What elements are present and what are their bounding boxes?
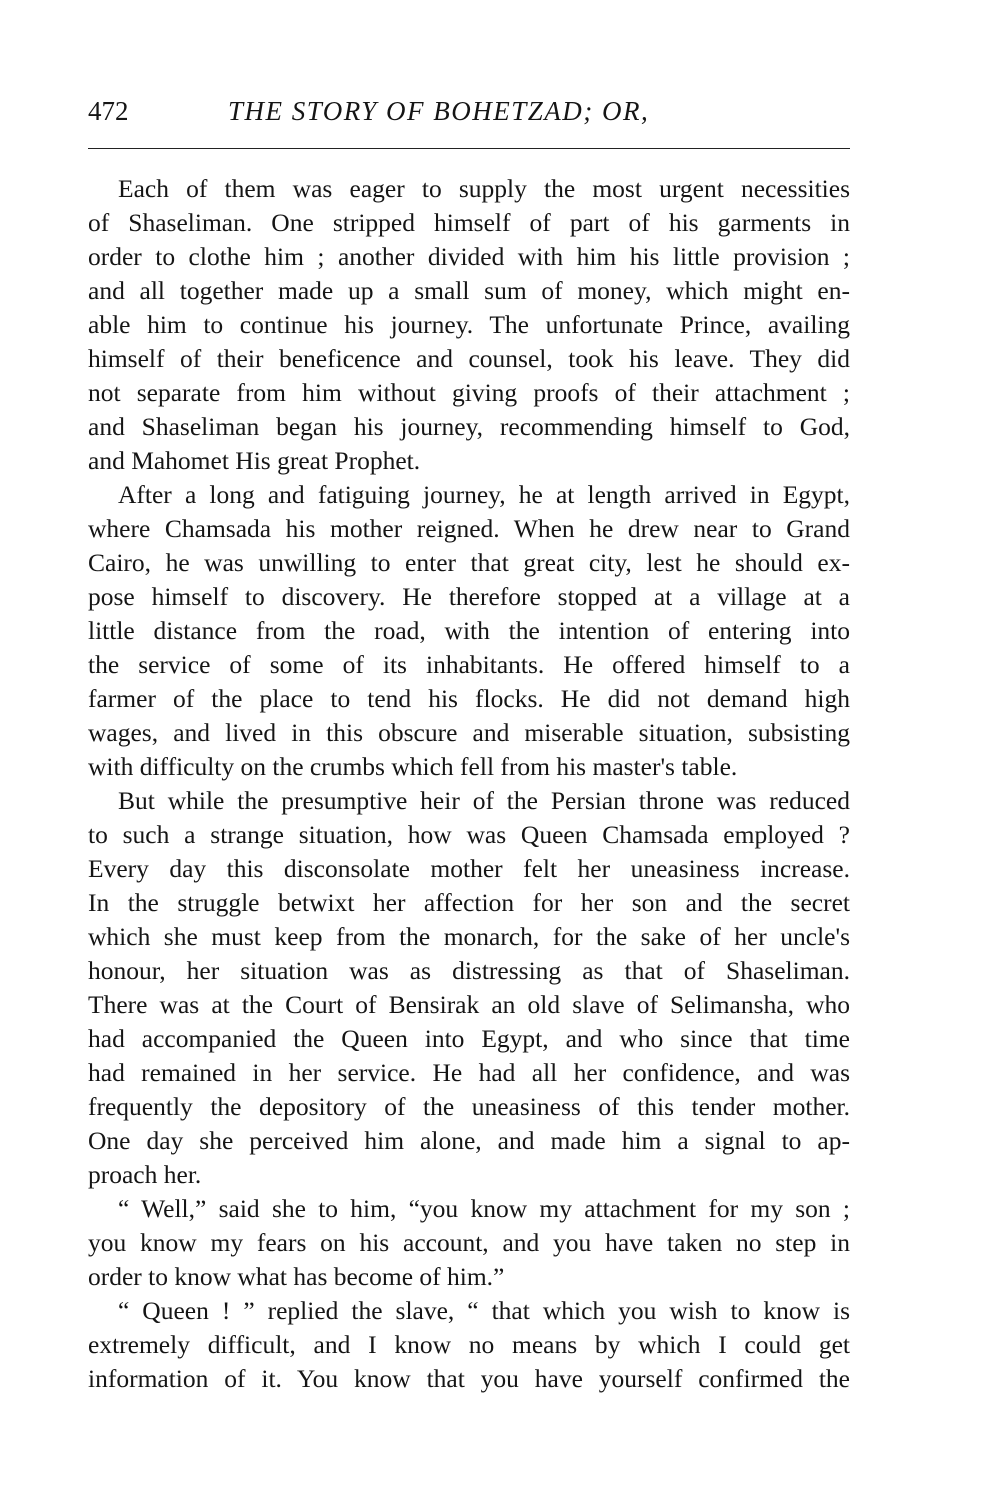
- text-line: little distance from the road, with the intention of entering into: [88, 616, 850, 645]
- text-line: not separate from him without giving proofs of their attachment ;: [88, 378, 850, 407]
- text-line: One day she perceived him alone, and made him a signal to ap-: [88, 1126, 850, 1155]
- paragraph: [88, 1192, 850, 1294]
- text-line: “ Well,” said she to him, “you know my attachment for my son ;: [118, 1194, 850, 1223]
- text-line: Every day this disconsolate mother felt her uneasiness increase.: [88, 854, 850, 883]
- text-line: of Shaseliman. One stripped himself of part of his garments in: [88, 208, 850, 237]
- text-line: able him to continue his journey. The unfortunate Prince, availing: [88, 310, 850, 339]
- running-title: THE STORY OF BOHETZAD; OR,: [228, 96, 650, 126]
- paragraph: [88, 784, 850, 1192]
- text-line: information of it. You know that you have yourself confirmed the: [88, 1364, 850, 1393]
- text-line: Each of them was eager to supply the most urgent necessities: [118, 174, 850, 203]
- text-line: But while the presumptive heir of the Persian throne was reduced: [118, 786, 850, 815]
- paragraph: [88, 172, 850, 478]
- text-line: to such a strange situation, how was Queen Chamsada employed ?: [88, 820, 850, 849]
- text-line: himself of their beneficence and counsel, took his leave. They did: [88, 344, 850, 373]
- text-line: order to clothe him ; another divided with him his little provision ;: [88, 242, 850, 271]
- text-line: and Shaseliman began his journey, recommending himself to God,: [88, 412, 850, 441]
- text-line: wages, and lived in this obscure and miserable situation, subsisting: [88, 718, 850, 747]
- header-rule: [88, 148, 850, 149]
- text-line: which she must keep from the monarch, for the sake of her uncle's: [88, 922, 850, 951]
- text-line: and all together made up a small sum of money, which might en-: [88, 276, 850, 305]
- paragraph: [88, 478, 850, 784]
- body-text: [88, 172, 850, 1396]
- text-line: There was at the Court of Bensirak an old slave of Selimansha, who: [88, 990, 850, 1019]
- text-line: where Chamsada his mother reigned. When he drew near to Grand: [88, 514, 850, 543]
- text-line: had accompanied the Queen into Egypt, and who since that time: [88, 1024, 850, 1053]
- text-line: and Mahomet His great Prophet.: [88, 446, 421, 475]
- text-line: frequently the depository of the uneasiness of this tender mother.: [88, 1092, 850, 1121]
- text-line: farmer of the place to tend his flocks. He did not demand high: [88, 684, 850, 713]
- text-line: extremely difficult, and I know no means by which I could get: [88, 1330, 850, 1359]
- text-line: Cairo, he was unwilling to enter that great city, lest he should ex-: [88, 548, 850, 577]
- text-line: you know my fears on his account, and you have taken no step in: [88, 1228, 850, 1257]
- text-line: with difficulty on the crumbs which fell from his master's table.: [88, 752, 738, 781]
- text-line: “ Queen ! ” replied the slave, “ that which you wish to know is: [118, 1296, 850, 1325]
- text-line: order to know what has become of him.”: [88, 1262, 505, 1291]
- paragraph: [88, 1294, 850, 1396]
- text-line: proach her.: [88, 1160, 202, 1189]
- running-header: [88, 96, 850, 132]
- text-line: had remained in her service. He had all her confidence, and was: [88, 1058, 850, 1087]
- page-number: 472: [88, 96, 129, 126]
- text-line: In the struggle betwixt her affection for her son and the secret: [88, 888, 850, 917]
- text-line: After a long and fatiguing journey, he at length arrived in Egypt,: [118, 480, 850, 509]
- text-line: pose himself to discovery. He therefore stopped at a village at a: [88, 582, 850, 611]
- text-line: the service of some of its inhabitants. He offered himself to a: [88, 650, 850, 679]
- text-line: honour, her situation was as distressing as that of Shaseliman.: [88, 956, 850, 985]
